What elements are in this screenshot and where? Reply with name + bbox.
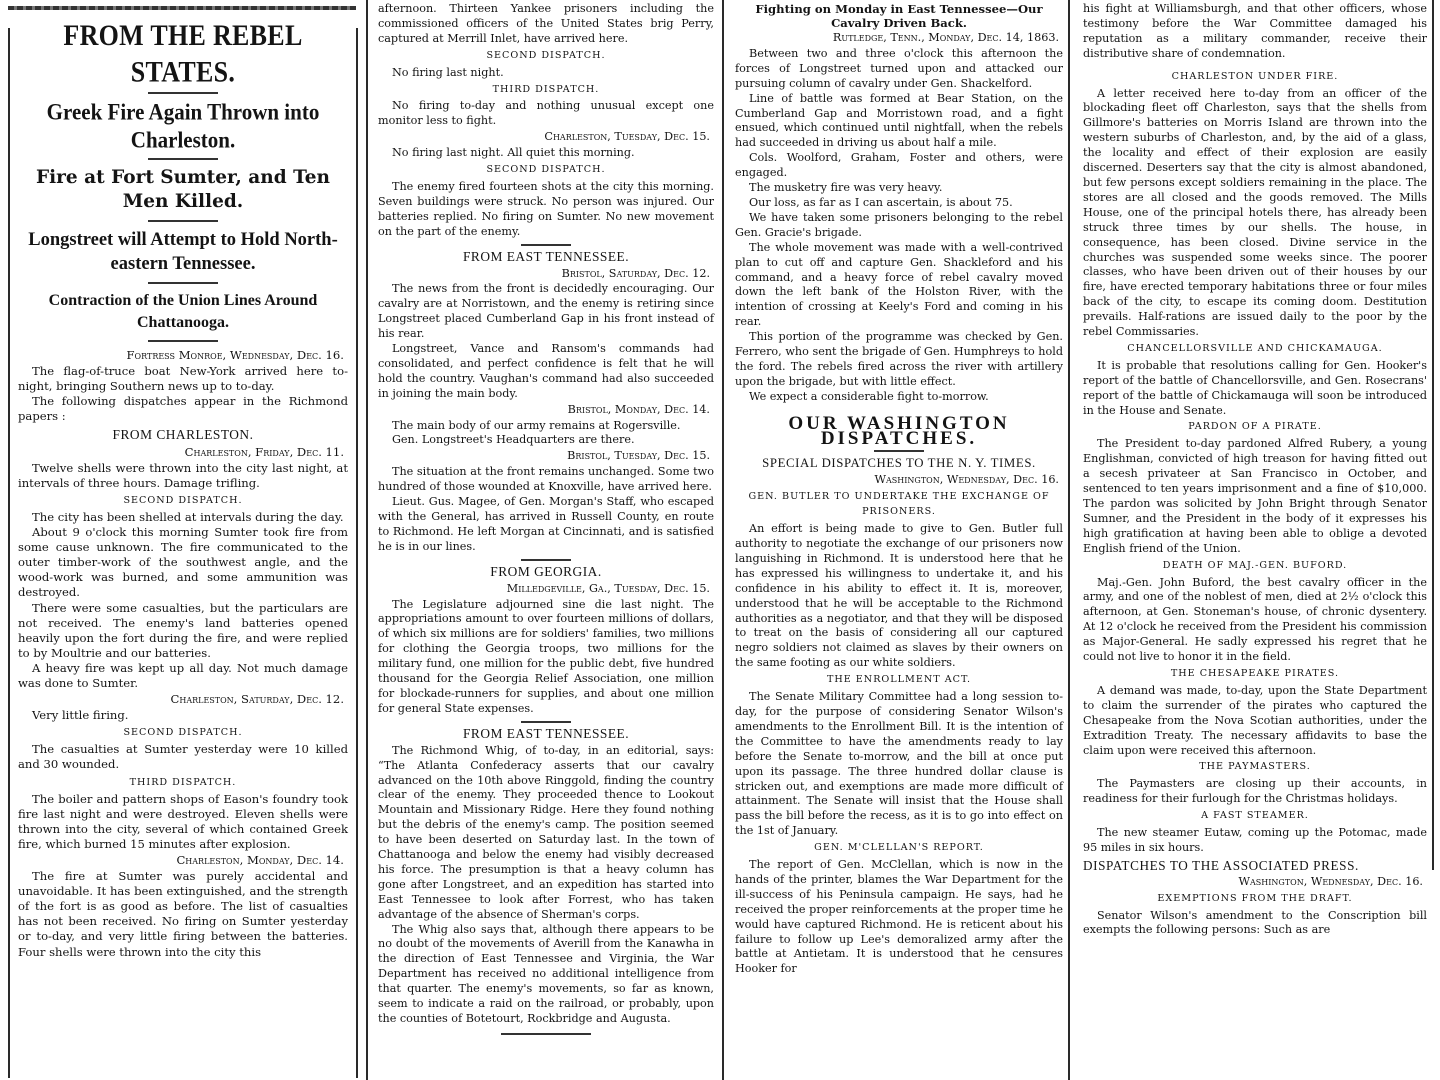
paragraph: The Paymasters are closing up their accounts, in readiness for their furlough for the Christmas holidays. [1083,777,1427,806]
paragraph: The main body of our army remains at Rogersville. [392,418,681,432]
column-rule [722,0,724,1080]
dateline: Bristol, Monday, Dec. 14. [567,402,710,416]
article-headline: Fighting on Monday in East Tennessee—Our Cavalry Driven Back. [755,2,1043,30]
column-4 [1075,0,1437,1080]
subheading: EXEMPTIONS FROM THE DRAFT. [1157,892,1353,904]
divider [521,244,571,246]
column-rule [356,28,358,1078]
paragraph: The Whig also says that, although there appears to be no doubt of the movements of Averill from the Kanawha in the direction of East Tennessee and Virginia, the War Department has received no additional intelligence from that quarter. The enemy's movements, so far as known, seem to indicate a raid on the railroad, or probably, upon the counties of Botetourt, Rockbridge and Augusta. [378,922,714,1025]
dateline: Milledgeville, Ga., Tuesday, Dec. 15. [506,581,710,595]
paragraph: The whole movement was made with a well-contrived plan to cut off and capture Gen. Shackleford and his command, and a heavy force of rebel cavalry moved down the left bank of the Holston River, with the intention of crossing at Keely's Ford and coming in his rear. [735,240,1063,329]
divider [521,721,571,723]
paragraph: A heavy fire was kept up all day. Not much damage was done to Sumter. [18,660,348,690]
column-2 [372,0,720,1080]
paragraph: The President to-day pardoned Alfred Rubery, a young Englishman, convicted of high treason for having fitted out a secesh privateer at San Francisco in October, and sentenced to ten years imprisonment and a fine of $10,000. The pardon was solicited by John Bright through Senator Sumner, and the President in the body of it expresses his high gratification at having been able to oblige a devoted English friend of the Union. [1083,437,1427,555]
deck-headline: Contraction of the Union Lines Around Chattanooga. [48,292,318,331]
paragraph: A letter received here to-day from an officer of the blockading fleet off Charleston, says that the shells from Gillmore's batteries on Morris Island are thrown into the western suburbs of Charleston, and, by the aid of a glass, the locality and effect of their explosion are easily discerned. Deserters say that the city is almost abandoned, but few persons except soldiers remaining in the place. The stores are all closed and the goods removed. The Mills House, one of the principal hotels there, has already been struck three times by our shells. The house, in consequence, has been closed. Divine service in the churches was suspended some weeks since. The poorer classes, who have been driven out of their houses by our fire, have erected temporary habitations three or four miles back of the city, to escape its coming doom. Destitution prevails. Half-rations are issued daily to the poor by the rebel Commissaries. [1083,86,1427,339]
subheading: SECOND DISPATCH. [123,494,243,506]
subheading: A FAST STEAMER. [1201,810,1309,822]
subheading: THIRD DISPATCH. [129,776,237,788]
section-heading: FROM EAST TENNESSEE. [462,725,630,741]
subheading: THIRD DISPATCH. [492,83,600,95]
paragraph: An effort is being made to give to Gen. Butler full authority to negotiate the exchange of our prisoners now languishing in Richmond. It is understood here that he has expressed his willingness to undertake it, and his confidence in his ability to effect it. It is, moreover, understood that he will be acceptable to the Richmond authorities as a negotiator, and that they will be disposed to treat on the basis of considering all our captured negro soldiers not claimed as slaves by their owners on the same footing as our white soldiers. [735,522,1063,670]
subheading: SECOND DISPATCH. [486,164,606,176]
paragraph: The situation at the front remains unchanged. Some two hundred of those wounded at Knoxville, have arrived here. [378,465,714,494]
paragraph: A demand was made, to-day, upon the State Department to claim the surrender of the pirates who captured the Chesapeake from the Nova Scotian authorities, under the Extradition Treaty. The necessary affidavits to base the claim upon were received this afternoon. [1083,683,1427,757]
paragraph: The boiler and pattern shops of Eason's foundry took fire last night and were destroyed. Eleven shells were thrown into the city, several of which contained Greek fire, which burned 15 minutes after explosion. [18,791,348,851]
paragraph: No firing to-day and nothing unusual except one monitor less to fight. [378,99,714,128]
divider [501,1033,591,1035]
paragraph: Gen. Longstreet's Headquarters are there. [392,433,635,447]
paragraph: The flag-of-truce boat New-York arrived here to-night, bringing Southern news up to to-day. [18,364,348,394]
paragraph: The Richmond Whig, of to-day, in an editorial, says: “The Atlanta Confederacy asserts that our cavalry advanced on the 10th above Ringgold, finding the country clear of the enemy. They proceeded thence to Lookout Mountain and Missionary Ridge. Here they found nothing but the debris of the enemy's camp. The position seemed to have been deserted on Saturday last. In the town of Chattanooga and below the enemy had visibly decreased his force. The presumption is that a heavy column has gone after Longstreet, and an expedition has started into East Tennessee to look after Forrest, who has taken advantage of the absence of Sherman's corps. [378,743,714,921]
paragraph: Our loss, as far as I can ascertain, is about 75. [749,195,1013,209]
subheading: THE ENROLLMENT ACT. [826,674,972,686]
subheading: GEN. M'CLELLAN'S REPORT. [814,842,984,854]
main-headline: FROM THE REBEL STATES. [63,18,303,89]
paragraph: afternoon. Thirteen Yankee prisoners including the commissioned officers of the United States brig Perry, captured at Merrill Inlet, have arrived here. [378,2,714,45]
paragraph: The news from the front is decidedly encouraging. Our cavalry are at Norristown, and the enemy is retiring since Longstreet placed Cumberland Gap in his front instead of his rear. [378,282,714,341]
divider [148,158,218,160]
paragraph: About 9 o'clock this morning Sumter took fire from some cause unknown. The fire communicated to the outer timber-work of the southwest angle, and the wood-work was burned, and some ammunition was destroyed. [18,525,348,600]
column-1 [8,0,356,1080]
paragraph: The Legislature adjourned sine die last night. The appropriations amount to over fourteen millions of dollars, of which six millions are for soldiers' families, two millions for clothing the Georgia troops, two millions for the military fund, one million for the public debt, five hundred thousand for the Georgia Relief Association, one million for blockade-runners for supplies, and about one million for general State expenses. [378,597,714,715]
subheading: DEATH OF MAJ.-GEN. BUFORD. [1162,559,1348,571]
paragraph: Very little firing. [32,708,129,723]
paragraph: It is probable that resolutions calling for Gen. Hooker's report of the battle of Chancellorsville, and Gen. Rosecrans' report of the battle of Chickamauga will soon be introduced in the House and Senate. [1083,358,1427,417]
paragraph: The enemy fired fourteen shots at the city this morning. Seven buildings were struck. No person was injured. Our batteries replied. No firing on Sumter. No new movement on the part of the enemy. [378,179,714,238]
paragraph: Between two and three o'clock this afternoon the forces of Longstreet turned upon and attacked our pursuing column of cavalry under Gen. Shackelford. [735,46,1063,90]
paragraph: The casualties at Sumter yesterday were 10 killed and 30 wounded. [18,742,348,772]
subheading: THE PAYMASTERS. [1199,761,1311,773]
dateline: Washington, Wednesday, Dec. 16. [1238,874,1423,888]
divider [148,282,218,284]
dateline: Fortress Monroe, Wednesday, Dec. 16. [126,348,344,362]
section-headline: DISPATCHES TO THE ASSOCIATED PRESS. [1083,857,1359,873]
paragraph: Senator Wilson's amendment to the Conscription bill exempts the following persons: Such as are [1083,908,1427,937]
paragraph: Lieut. Gus. Magee, of Gen. Morgan's Staff, who escaped with the General, has arrived in Russell County, en route to Richmond. He left Morgan at Cincinnati, and is satisfied he is in our lines. [378,495,714,553]
divider [148,340,218,342]
dateline: Charleston, Saturday, Dec. 12. [170,692,344,707]
subheading: THE CHESAPEAKE PIRATES. [1170,667,1340,679]
section-subheadline: SPECIAL DISPATCHES TO THE N. Y. TIMES. [762,456,1036,471]
paragraph: The fire at Sumter was purely accidental and unavoidable. It has been extinguished, and the strength of the fort is as good as before. The list of casualties has not been received. No firing on Sumter yesterday or to-day, and very little firing between the batteries. Four shells were thrown into the city this [18,869,348,959]
column-rule [366,0,368,1080]
subheading: GEN. BUTLER TO UNDERTAKE THE EXCHANGE OF PRISONERS. [748,491,1050,518]
subheading: PARDON OF A PIRATE. [1188,421,1322,433]
section-heading: FROM CHARLESTON. [112,427,254,443]
paragraph: The new steamer Eutaw, coming up the Potomac, made 95 miles in six hours. [1083,826,1427,854]
dateline: Rutledge, Tenn., Monday, Dec. 14, 1863. [832,31,1059,44]
divider [874,450,924,452]
divider [521,559,571,561]
paragraph: The city has been shelled at intervals during the day. [32,509,344,524]
deck-headline: Longstreet will Attempt to Hold North-eastern Tennessee. [28,230,338,274]
section-headline: OUR WASHINGTON DISPATCHES. [788,412,1010,449]
dateline: Bristol, Saturday, Dec. 12. [561,266,710,280]
paragraph: Twelve shells were thrown into the city last night, at intervals of three hours. Damage trifling. [18,460,348,490]
paragraph: There were some casualties, but the particulars are not received. The enemy's land batteries opened heavily upon the fort during the fire, and were replied to by Moultrie and our batteries. [18,600,348,660]
subheading: CHARLESTON UNDER FIRE. [1171,70,1339,82]
paragraph: Cols. Woolford, Graham, Foster and others, were engaged. [735,151,1063,180]
dateline: Charleston, Tuesday, Dec. 15. [544,130,710,144]
paragraph: his fight at Williamsburgh, and that other officers, whose testimony before the War Committee damaged his reputation as a military commander, receive their distributive share of condemnation. [1083,2,1427,60]
article-body [18,348,348,960]
subheading: SECOND DISPATCH. [486,49,606,61]
subheading: SECOND DISPATCH. [123,727,243,739]
paragraph: We have taken some prisoners belonging to the rebel Gen. Gracie's brigade. [735,210,1063,239]
column-rule [1068,0,1070,1080]
dateline: Charleston, Friday, Dec. 11. [184,444,344,459]
divider [148,92,218,94]
paragraph: Line of battle was formed at Bear Station, on the Cumberland Gap and Morristown road, and a fight ensued, which continued until nightfall, when the rebels had succeeded in driving us about half a mile. [735,91,1063,150]
paragraph: Longstreet, Vance and Ransom's commands had consolidated, and perfect confidence is felt that he will hold the country. Vaughan's command had also succeeded in joining the main body. [378,342,714,400]
paragraph: We expect a considerable fight to-morrow. [749,389,989,403]
paragraph: The Senate Military Committee had a long session to-day, for the purpose of considering Senator Wilson's amendments to the Enrollment Bill. It is the intention of the Committee to have the amendments ready to lay before the Senate to-morrow, and the bill at once put upon its passage. The three hundred dollar clause is stricken out, and exemptions are made more difficult of attainment. The Senate will insist that the House shall pass the bill before the recess, as it is to go into effect on the 1st of January. [735,690,1063,838]
divider [148,220,218,222]
deck-headline: Fire at Fort Sumter, and Ten Men Killed. [36,167,330,212]
paragraph: This portion of the programme was checked by Gen. Ferrero, who sent the brigade of Gen. Humphreys to hold the ford. The rebels fired across the river with artillery upon the brigade, but with little effect. [735,330,1063,388]
dateline: Washington, Wednesday, Dec. 16. [874,473,1059,487]
subheading: CHANCELLORSVILLE AND CHICKAMAUGA. [1127,342,1383,354]
dateline: Bristol, Tuesday, Dec. 15. [567,449,710,463]
paragraph: The musketry fire was very heavy. [749,181,943,195]
column-3 [727,0,1067,1080]
paragraph: The following dispatches appear in the Richmond papers : [18,394,348,424]
paragraph: The report of Gen. McClellan, which is now in the hands of the printer, blames the War Department for the ill-success of his Peninsula campaign. He says, had he received the proper reinforcements at the proper time he would have captured Richmond. He is reticent about his failure to follow up Lee's demoralized army after the battle at Antietam. It is understood that he censures Hooker for [735,858,1063,976]
section-heading: FROM GEORGIA. [490,563,602,579]
dateline: Charleston, Monday, Dec. 14. [176,853,344,867]
paragraph: No firing last night. All quiet this morning. [392,146,635,160]
deck-headline: Greek Fire Again Thrown into Charleston. [46,99,320,153]
paragraph: Maj.-Gen. John Buford, the best cavalry officer in the army, and one of the noblest of men, died at 2½ o'clock this afternoon, at Gen. Stoneman's house, of chronic dysentery. At 12 o'clock he received from the President his commission as Major-General. He sadly expressed his regret that he could not live to honor it in the field. [1083,575,1427,664]
paragraph: No firing last night. [392,65,504,79]
section-heading: FROM EAST TENNESSEE. [462,248,630,264]
